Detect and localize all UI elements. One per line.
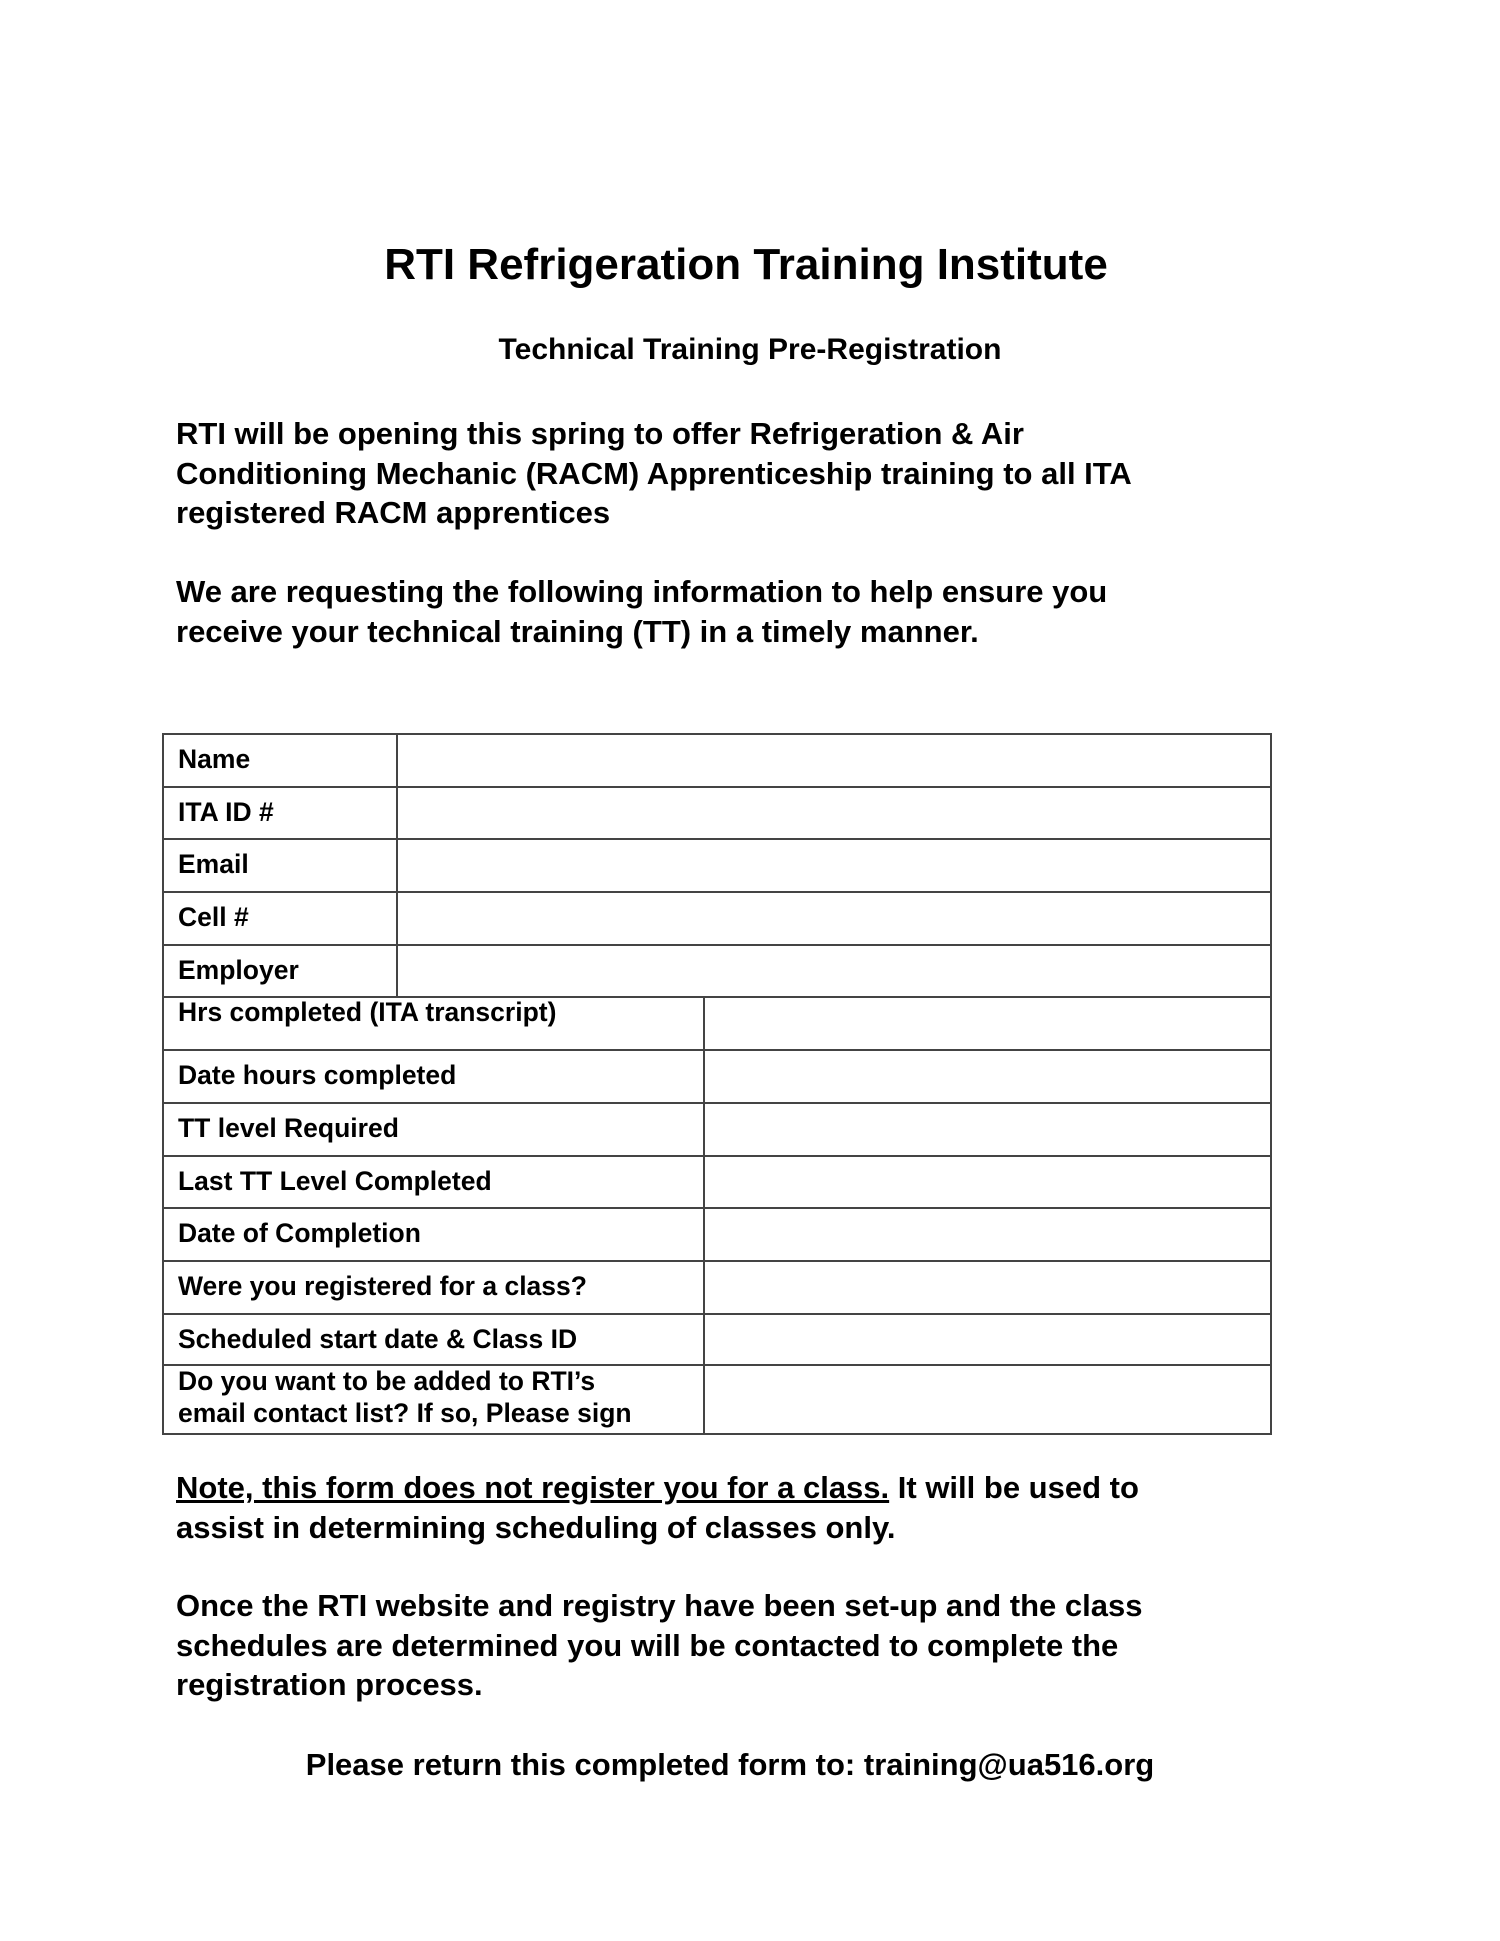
note-text: assist in determining scheduling of classes only. [176, 1509, 896, 1545]
input-date-of-completion[interactable] [703, 1209, 1270, 1260]
form-row [162, 1313, 1272, 1366]
intro-line: registered RACM apprentices [176, 495, 611, 530]
note-emphasis: Note, this form does not register you for a class. [176, 1470, 890, 1505]
contact-line: Once the RTI website and registry have been set-up and the class [176, 1588, 1143, 1623]
input-last-tt-level-completed[interactable] [703, 1157, 1270, 1207]
field-label: Hrs completed (ITA transcript) [178, 997, 557, 1027]
contact-line: registration process. [176, 1667, 483, 1702]
intro-line: RTI will be opening this spring to offer Refrigeration & Air [176, 416, 1024, 451]
field-label: Name [178, 744, 251, 774]
form-row [162, 944, 1272, 998]
intro-line: Conditioning Mechanic (RACM) Apprenticeship training to all ITA [176, 455, 1132, 491]
intro-paragraph [176, 414, 1326, 533]
input-cell[interactable] [396, 893, 1270, 944]
field-label: ITA ID # [178, 797, 274, 827]
input-tt-level-required[interactable] [703, 1104, 1270, 1155]
input-hrs-completed-ita-transcript[interactable] [703, 998, 1270, 1049]
note-text: It will be used to [889, 1470, 1139, 1505]
input-employer[interactable] [396, 946, 1270, 996]
field-label: Scheduled start date & Class ID [178, 1324, 578, 1354]
request-line: receive your technical training (TT) in a timely manner. [176, 613, 979, 649]
contact-paragraph [176, 1586, 1326, 1705]
field-label: Email [178, 849, 249, 879]
form-row [162, 1102, 1272, 1157]
request-line: We are requesting the following information to help ensure you [176, 574, 1108, 609]
form-row [162, 1207, 1272, 1262]
form-row [162, 786, 1272, 840]
contact-line: schedules are determined you will be contacted to complete the [176, 1627, 1119, 1663]
form-row [162, 1049, 1272, 1104]
input-date-hours-completed[interactable] [703, 1051, 1270, 1102]
field-label: Date of Completion [178, 1218, 421, 1248]
input-scheduled-start-date-class-id[interactable] [703, 1315, 1270, 1364]
field-label: Date hours completed [178, 1060, 457, 1090]
signature-field[interactable] [703, 1366, 1270, 1433]
form-row [162, 838, 1272, 893]
return-instructions: Please return this completed form to: training@ua516.org [305, 1747, 1155, 1782]
note-paragraph [176, 1468, 1326, 1547]
field-label: Were you registered for a class? [178, 1271, 587, 1301]
request-paragraph [176, 572, 1326, 651]
page-subtitle: Technical Training Pre-Registration [498, 333, 1002, 366]
field-label: Employer [178, 955, 299, 985]
form-row [162, 733, 1272, 788]
field-label: TT level Required [178, 1113, 399, 1143]
input-email[interactable] [396, 840, 1270, 891]
form-row [162, 891, 1272, 946]
input-name[interactable] [396, 735, 1270, 786]
form-row [162, 996, 1272, 1051]
field-label: Last TT Level Completed [178, 1166, 492, 1196]
form-row [162, 1260, 1272, 1315]
field-label: Do you want to be added to RTI’s [178, 1366, 596, 1396]
input-were-you-registered-for-a-class[interactable] [703, 1262, 1270, 1313]
input-ita-id[interactable] [396, 788, 1270, 838]
page-title: RTI Refrigeration Training Institute [384, 240, 1108, 289]
field-label: email contact list? If so, Please sign [178, 1398, 632, 1428]
form-row [162, 1155, 1272, 1209]
form-row [162, 1364, 1272, 1435]
field-label: Cell # [178, 902, 249, 932]
